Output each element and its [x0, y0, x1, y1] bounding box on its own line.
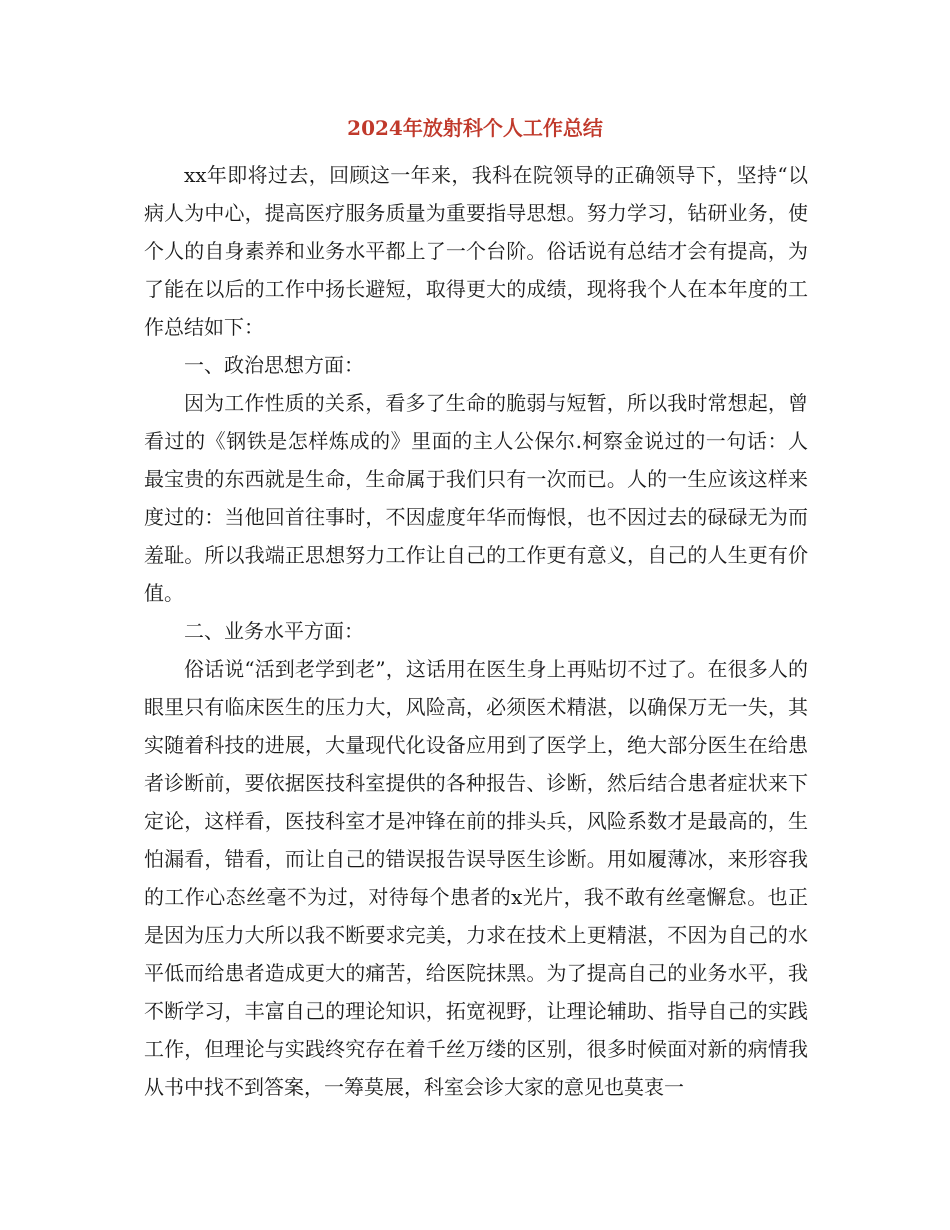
paragraph-political: 因为工作性质的关系，看多了生命的脆弱与短暂，所以我时常想起，曾看过的《钢铁是怎样炼成的》里面的主人公保尔.柯察金说过的一句话：人最宝贵的东西就是生命，生命属于我们只有一次而已。人的一生应该这样来度过的：当他回首往事时，不因虚度年华而悔恨，也不因过去的碌碌无为而羞耻。所以我端正思想努力工作让自己的工作更有意义，自己的人生更有价值。 [144, 391, 808, 605]
paragraph-intro: xx年即将过去，回顾这一年来，我科在院领导的正确领导下，坚持“以病人为中心，提高医疗服务质量为重要指导思想。努力学习，钻研业务，使个人的自身素养和业务水平都上了一个台阶。俗话说有总结才会有提高，为了能在以后的工作中扬长避短，取得更大的成绩，现将我个人在本年度的工作总结如下： [144, 163, 808, 339]
document-body [144, 156, 808, 1106]
section-heading-political: 一、政治思想方面： [184, 353, 364, 377]
paragraph-professional: 俗话说“活到老学到老”，这话用在医生身上再贴切不过了。在很多人的眼里只有临床医生的压力大，风险高，必须医术精湛，以确保万无一失，其实随着科技的进展，大量现代化设备应用到了医学上，绝大部分医生在给患者诊断前，要依据医技科室提供的各种报告、诊断，然后结合患者症状来下定论，这样看，医技科室才是冲锋在前的排头兵，风险系数才是最高的，生怕漏看，错看，而让自己的错误报告误导医生诊断。用如履薄冰，来形容我的工作心态丝毫不为过，对待每个患者的x光片，我不敢有丝毫懈怠。也正是因为压力大所以我不断要求完美，力求在技术上更精湛，不因为自己的水平低而给患者造成更大的痛苦，给医院抹黑。为了提高自己的业务水平，我不断学习，丰富自己的理论知识，拓宽视野，让理论辅助、指导自己的实践工作，但理论与实践终究存在着千丝万缕的区别，很多时候面对新的病情我从书中找不到答案，一筹莫展，科室会诊大家的意见也莫衷一 [144, 657, 808, 1099]
document-title: 2024年放射科个人工作总结 [347, 116, 603, 140]
section-heading-professional: 二、业务水平方面： [184, 619, 364, 643]
